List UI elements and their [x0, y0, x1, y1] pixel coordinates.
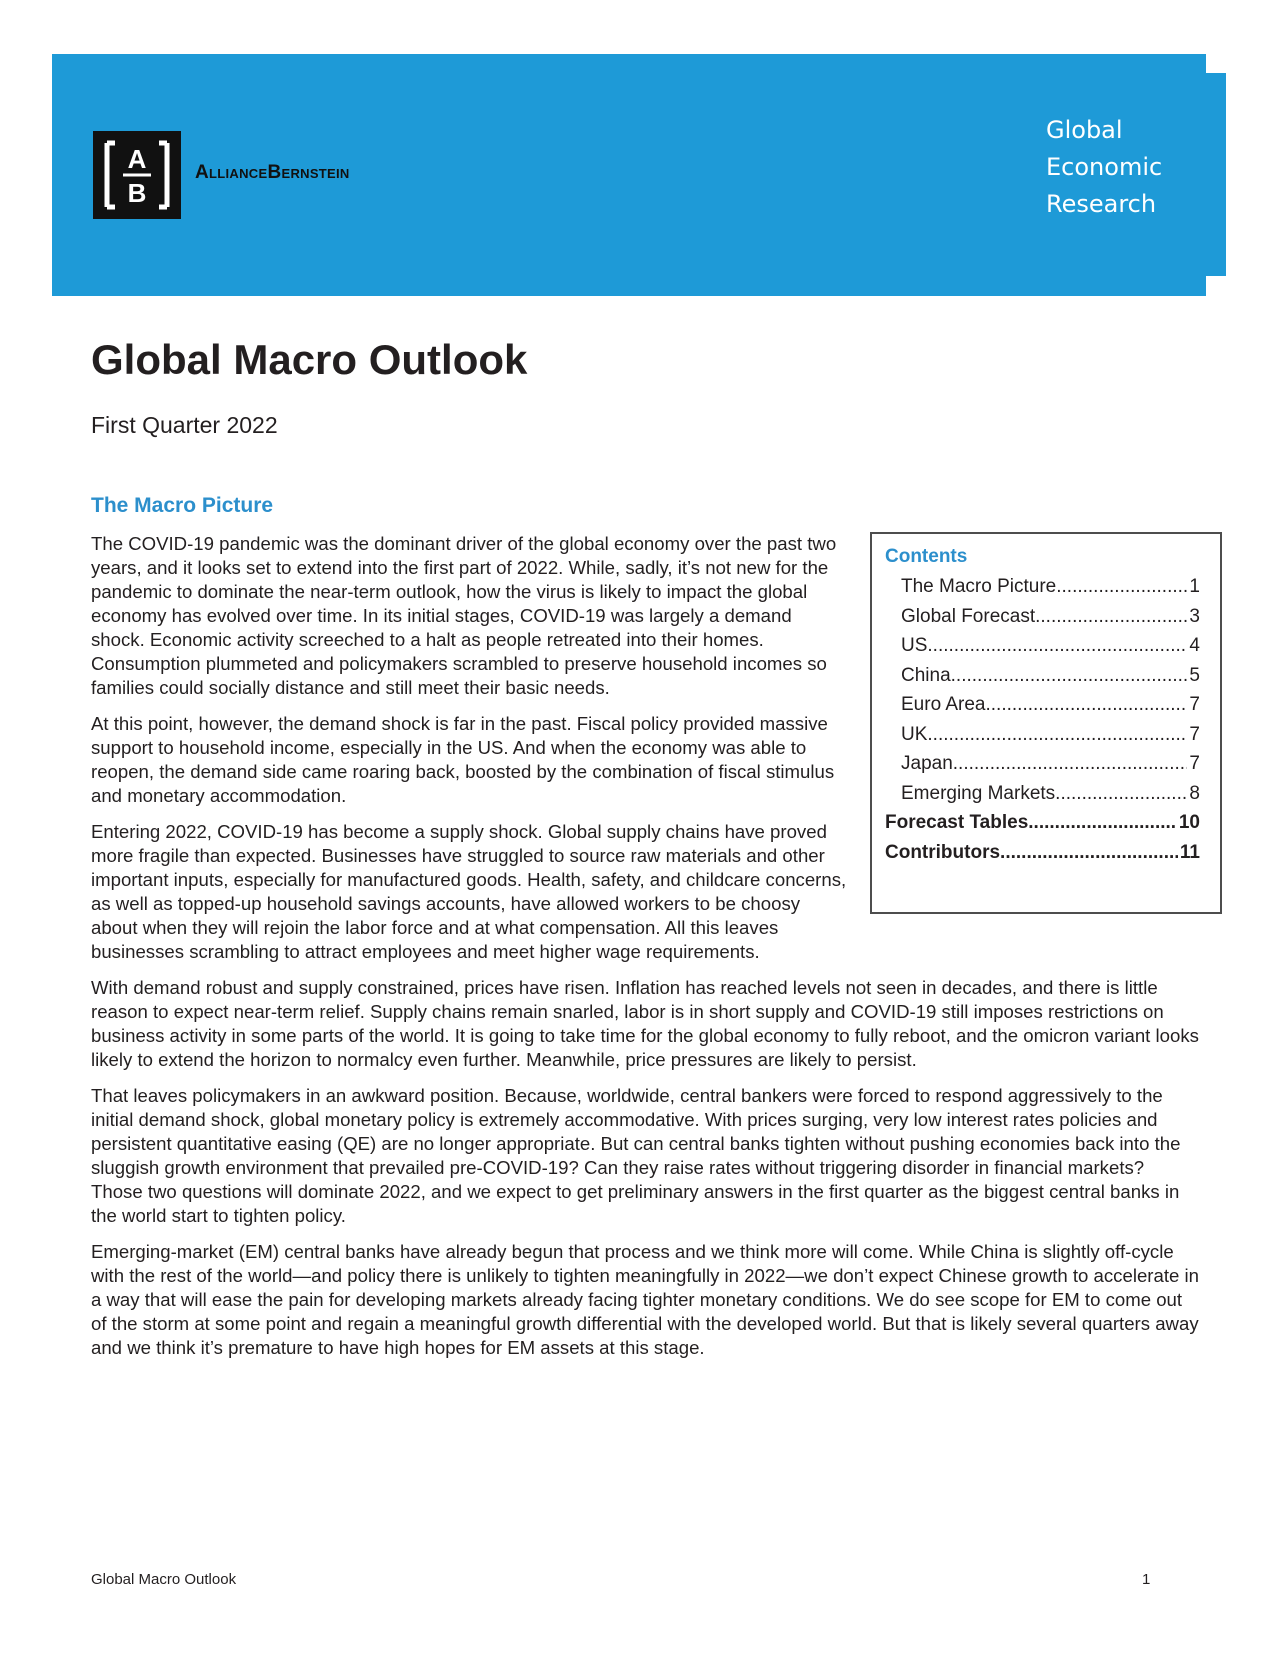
document-title: Global Macro Outlook	[91, 336, 528, 383]
article-body	[91, 532, 1199, 1372]
research-label-line: Global	[1046, 116, 1123, 144]
contents-item-page: 4	[1189, 635, 1200, 656]
body-paragraph: With demand robust and supply constrained, prices have risen. Inflation has reached levels not seen in decades, and there is little reason to expect near-term relief. Supply chains remain snarled, labor is in short supply and COVID-19 still imposes restrictions on business activity in some parts of the world. It is going to take time for the global economy to fully reboot, and the omicron variant looks likely to extend the horizon to normalcy even further. Meanwhile, price pressures are likely to persist.	[91, 977, 1199, 1070]
contents-item-label: Contributors	[885, 841, 1001, 863]
body-paragraph: That leaves policymakers in an awkward position. Because, worldwide, central bankers were forced to respond aggressively to the initial demand shock, global monetary policy is extremely accommodative. With prices surging, very low interest rates policies and persistent quantitative easing (QE) are no longer appropriate. But can central banks tighten without pushing economies back into the sluggish growth environment that prevailed pre-COVID-19? Can they raise rates without triggering disorder in financial markets? Those two questions will dominate 2022, and we expect to get preliminary answers in the first quarter as the biggest central banks in the world start to tighten policy.	[91, 1085, 1181, 1226]
contents-item-leader	[1028, 808, 1177, 838]
contents-item[interactable]	[885, 661, 1200, 691]
contents-item[interactable]	[885, 779, 1200, 809]
contents-item[interactable]	[885, 572, 1200, 602]
research-label-line: Research	[1046, 190, 1157, 218]
contents-item-leader	[953, 749, 1188, 779]
header-banner-tab	[1206, 73, 1226, 276]
brand-name: AllianceBernstein	[195, 162, 350, 183]
contents-item-page: 7	[1189, 723, 1200, 745]
contents-item-leader	[927, 720, 1187, 750]
contents-item[interactable]	[885, 690, 1200, 720]
contents-item-page: 7	[1189, 694, 1200, 715]
contents-item[interactable]	[885, 631, 1200, 661]
ab-logo	[93, 131, 181, 219]
contents-item-label: The Macro Picture	[901, 576, 1057, 597]
contents-item-page: 5	[1189, 664, 1200, 686]
contents-item-leader	[1056, 572, 1187, 602]
contents-item-label: US	[901, 635, 928, 656]
body-paragraph: Emerging-market (EM) central banks have already begun that process and we think more will come. While China is slightly off-cycle with the rest of the world—and policy there is unlikely to tighten meaningfully in 2022—we don’t expect Chinese growth to accelerate in a way that will ease the pain for developing markets already facing tighter monetary conditions. We do see scope for EM to come out of the storm at some point and regain a meaningful growth differential with the developed world. But that is likely several quarters away and we think it’s premature to have high hopes for EM assets at this stage.	[91, 1241, 1199, 1358]
logo-letter-b: B	[127, 178, 147, 208]
contents-list	[885, 572, 1200, 867]
contents-item-page: 11	[1179, 841, 1200, 863]
contents-item[interactable]	[885, 720, 1200, 750]
contents-box	[870, 532, 1222, 914]
contents-item-page: 1	[1189, 576, 1200, 597]
contents-item-page: 7	[1189, 753, 1200, 774]
contents-item-label: Emerging Markets	[901, 782, 1056, 804]
contents-item-label: Euro Area	[901, 694, 986, 715]
body-paragraph: The COVID-19 pandemic was the dominant driver of the global economy over the past two years, and it looks set to extend into the first part of 2022. While, sadly, it’s not new for the pandemic to dominate the near-term outlook, how the virus is likely to impact the global economy has evolved over time. In its initial stages, COVID-19 was largely a demand shock. Economic activity screeched to a halt as people retreated into their homes. Consumption plummeted and policymakers scrambled to preserve household incomes so families could socially distance and still meet their basic needs.	[91, 533, 837, 698]
contents-item-leader	[1035, 602, 1187, 632]
contents-item-label: China	[901, 664, 951, 686]
document-subtitle: First Quarter 2022	[91, 412, 278, 438]
contents-item-label: Forecast Tables	[885, 812, 1029, 833]
contents-item-label: Global Forecast	[901, 605, 1036, 627]
contents-item[interactable]	[885, 808, 1200, 838]
contents-item-leader	[986, 690, 1188, 720]
body-paragraph: At this point, however, the demand shock is far in the past. Fiscal policy provided massive support to household income, especially in the US. And when the economy was able to reopen, the demand side came roaring back, boosted by the combination of fiscal stimulus and monetary accommodation.	[91, 713, 835, 806]
contents-item-leader	[951, 661, 1188, 691]
contents-item-leader	[927, 631, 1187, 661]
contents-item[interactable]	[885, 602, 1200, 632]
contents-item-page: 10	[1178, 812, 1200, 833]
contents-item[interactable]	[885, 838, 1200, 868]
contents-item-page: 8	[1189, 782, 1200, 804]
contents-item[interactable]	[885, 749, 1200, 779]
ab-logo-mark	[93, 131, 181, 219]
logo-letter-a: A	[127, 144, 147, 174]
footer-page-number: 1	[1142, 1571, 1151, 1588]
section-heading: The Macro Picture	[91, 494, 274, 517]
contents-item-label: Japan	[901, 753, 953, 774]
research-label-line: Economic	[1046, 153, 1163, 181]
contents-item-leader	[1055, 779, 1187, 809]
contents-heading: Contents	[885, 546, 968, 567]
contents-item-leader	[1000, 838, 1178, 868]
body-paragraph: Entering 2022, COVID-19 has become a supply shock. Global supply chains have proved more fragile than expected. Businesses have struggled to source raw materials and other important inputs, especially for manufactured goods. Health, safety, and childcare concerns, as well as topped-up household savings accounts, have allowed workers to be choosy about when they will rejoin the labor force and at what compensation. All this leaves businesses scrambling to attract employees and meet higher wage requirements.	[91, 821, 847, 962]
footer-document-name: Global Macro Outlook	[91, 1571, 237, 1588]
contents-item-page: 3	[1189, 605, 1200, 627]
research-label	[1046, 112, 1162, 223]
contents-item-label: UK	[901, 723, 928, 745]
